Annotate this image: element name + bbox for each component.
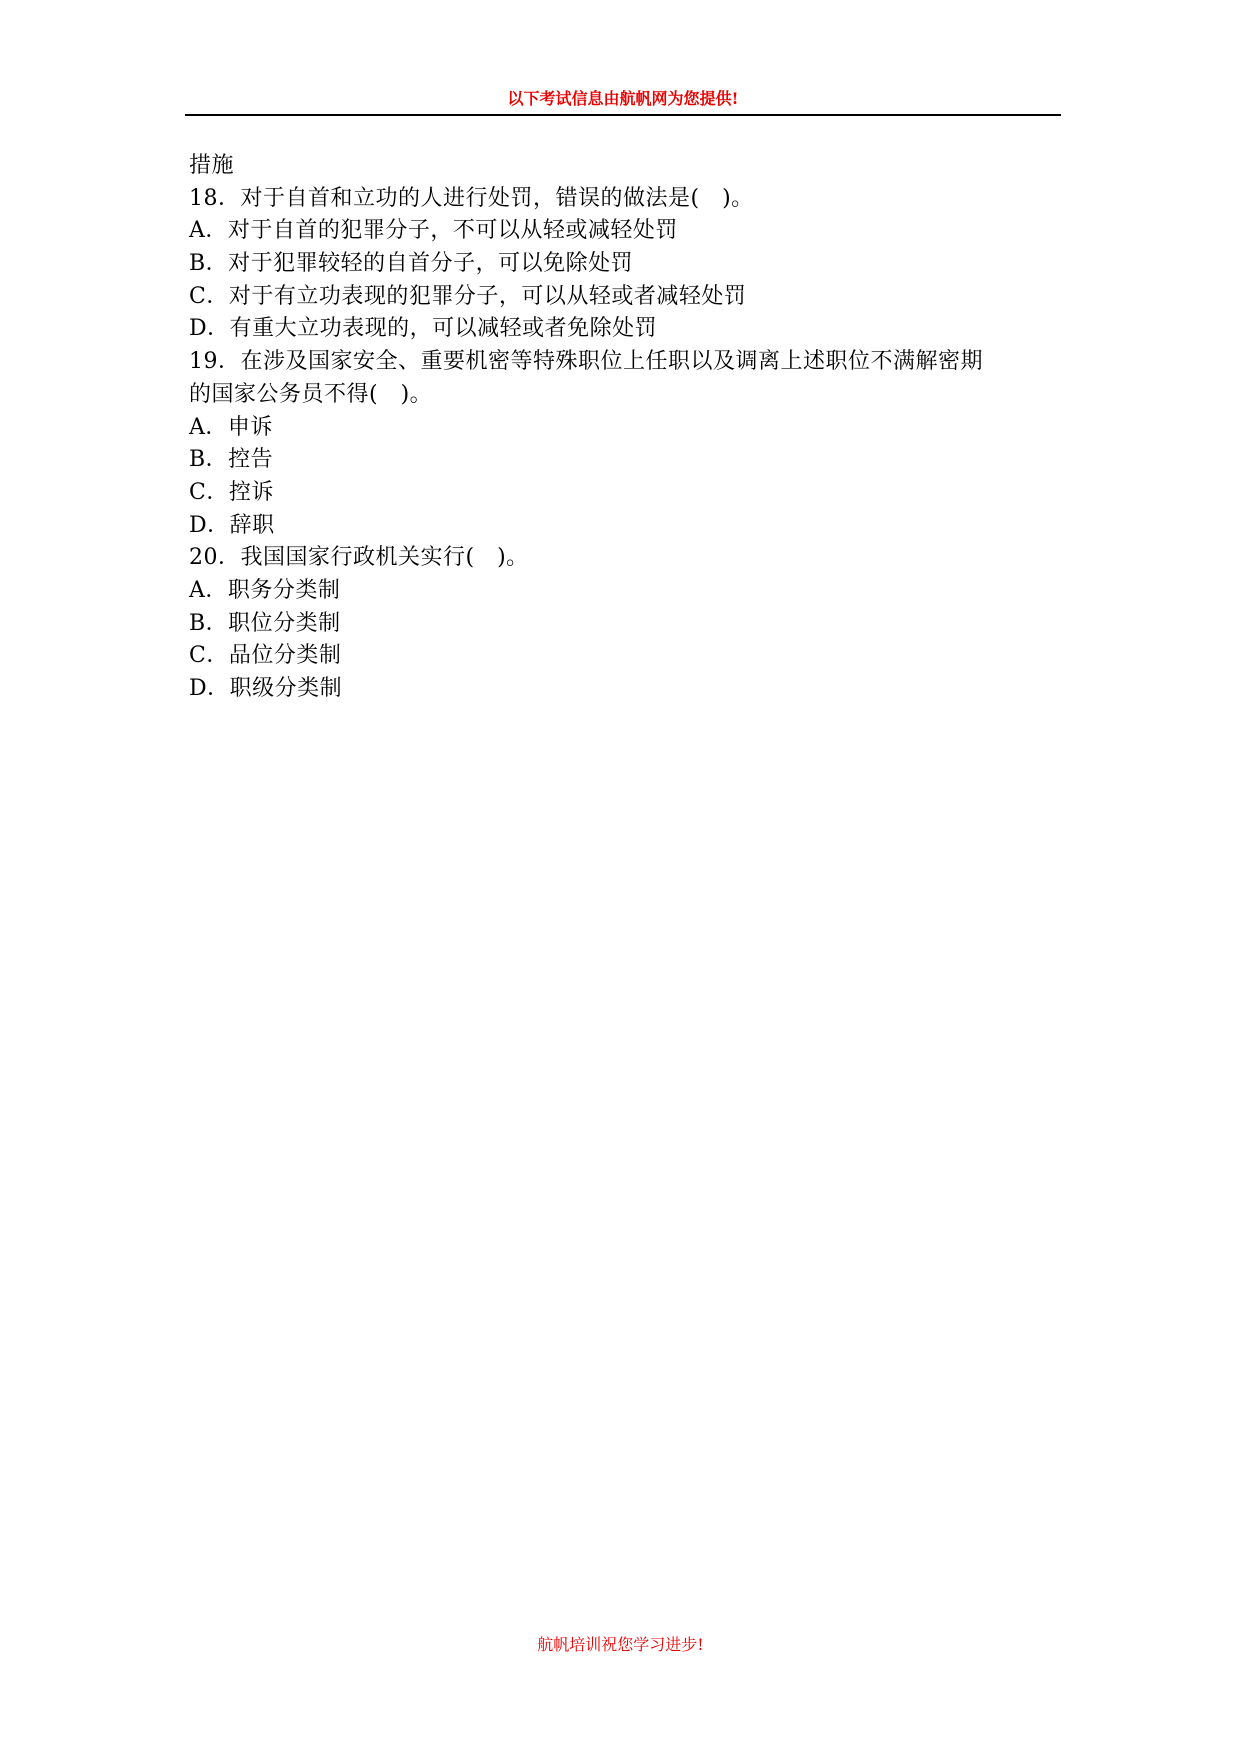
question-18-option-b: B．对于犯罪较轻的自首分子，可以免除处罚	[189, 251, 634, 277]
page-footer: 航帆培训祝您学习进步!	[537, 1635, 704, 1654]
question-19-option-b: B．控告	[189, 447, 274, 473]
previous-question-tail: 措施	[189, 153, 235, 178]
question-19-option-d: D．辞职	[189, 512, 275, 538]
question-20-option-d: D．职级分类制	[189, 676, 343, 701]
page-header: 以下考试信息由航帆网为您提供!	[507, 89, 739, 108]
question-20-stem: 20．我国国家行政机关实行( )。	[189, 545, 529, 571]
question-20-option-c: C．品位分类制	[189, 643, 342, 669]
question-19-option-c: C．控诉	[189, 479, 274, 505]
document-body	[189, 150, 1069, 706]
question-19-option-a: A．申诉	[189, 414, 273, 440]
question-20-option-a: A．职务分类制	[189, 577, 341, 603]
header-rule	[185, 114, 1061, 116]
question-18-option-d: D．有重大立功表现的，可以减轻或者免除处罚	[189, 316, 658, 342]
question-18-option-a: A．对于自首的犯罪分子，不可以从轻或减轻处罚	[189, 218, 678, 244]
question-20-option-b: B．职位分类制	[189, 610, 341, 636]
question-19-stem-line2: 的国家公务员不得( )。	[189, 381, 433, 407]
question-18-stem: 18．对于自首和立功的人进行处罚，错误的做法是( )。	[189, 185, 754, 211]
question-19-stem-line1: 19．在涉及国家安全、重要机密等特殊职位上任职以及调离上述职位不满解密期	[189, 349, 983, 375]
question-18-option-c: C．对于有立功表现的犯罪分子，可以从轻或者减轻处罚	[189, 283, 747, 309]
